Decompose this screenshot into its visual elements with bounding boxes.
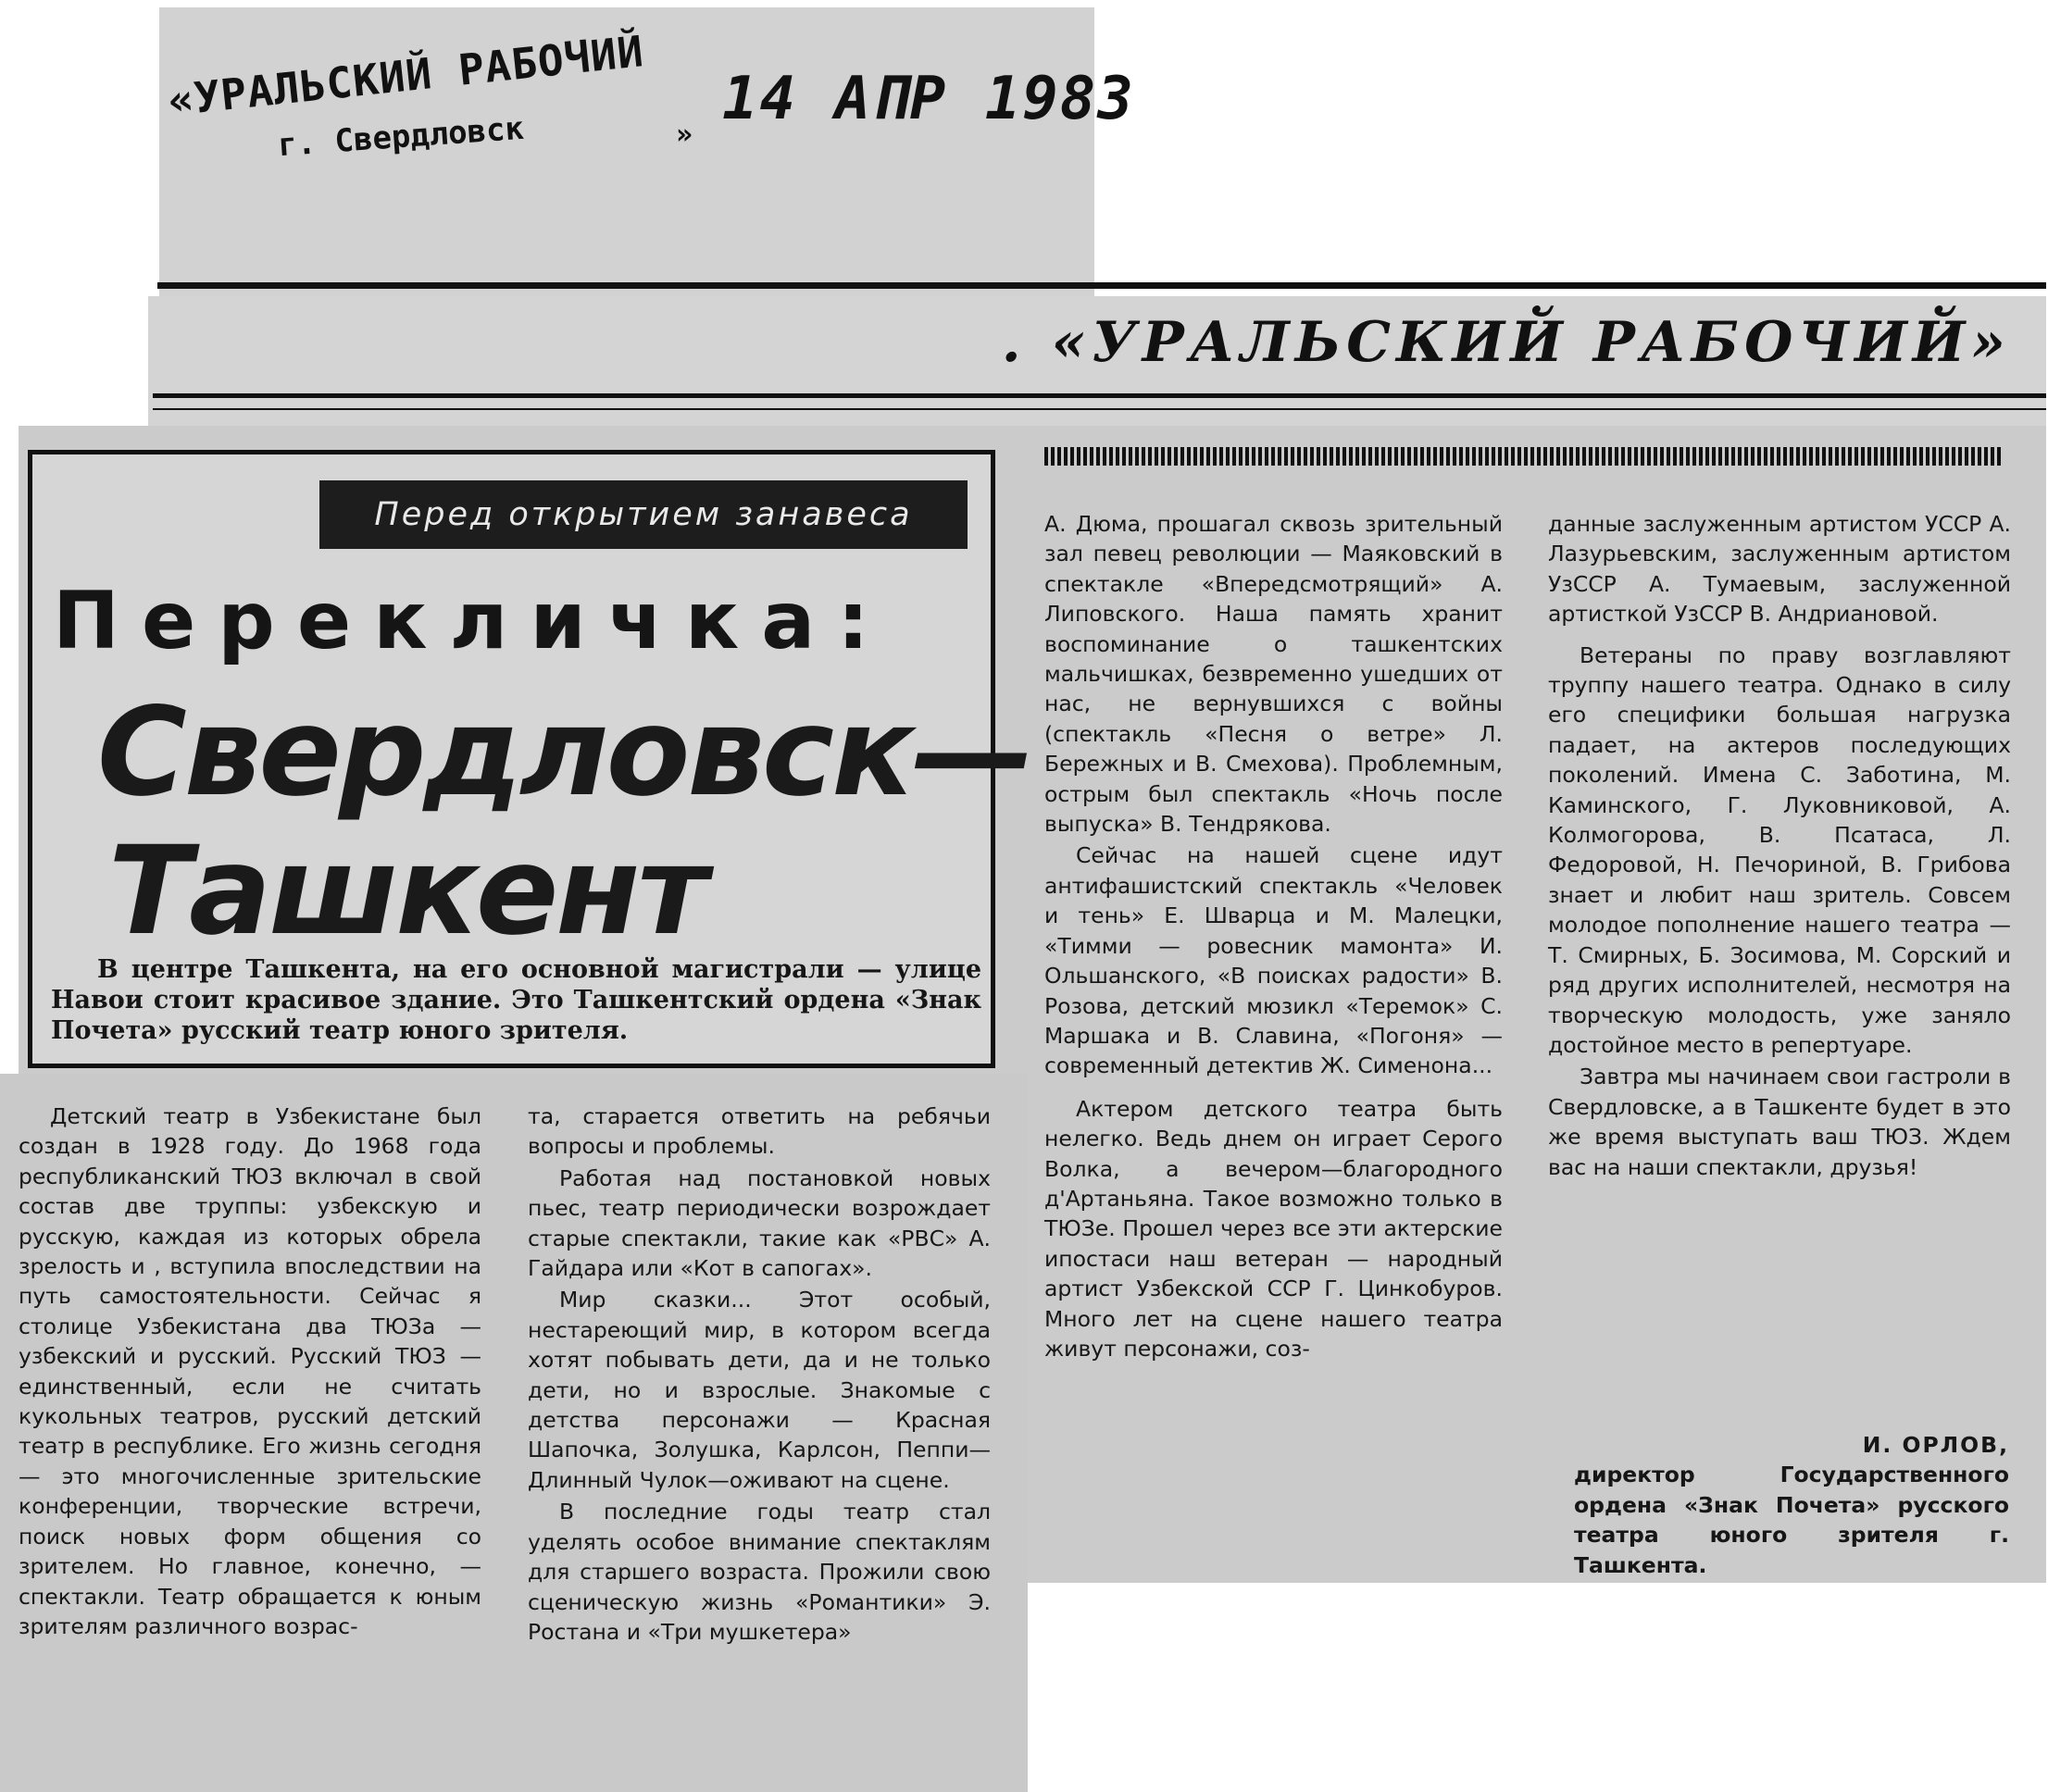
paragraph: А. Дюма, прошагал сквозь зрительный зал певец революции — Маяковский в спектакле «Впередсмотрящий» А. Липовского. Наша память хранит воспоминание о ташкентских мальчишках, безвременно ушедших от нас, не вернувшихся с войны (спектакль «Песня о ветре» Л. Бережных и В. Смехова). Проблемным, острым был спектакль «Ночь после выпуска» В. Тендрякова. bbox=[1044, 511, 1503, 838]
stamp-city: г. Свердловск bbox=[276, 109, 526, 165]
article-column-2 bbox=[528, 1101, 991, 1649]
paragraph: Работая над постановкой новых пьес, театр периодически возрождает старые спектакли, такие как «РВС» А. Гайдара или «Кот в сапогах». bbox=[528, 1164, 991, 1282]
top-rule bbox=[157, 282, 2046, 289]
author-name: И. ОРЛОВ, bbox=[1862, 1432, 2009, 1458]
article-column-3 bbox=[1044, 509, 1503, 1365]
headline-line-2: Свердловск— bbox=[97, 681, 1031, 824]
author-signature bbox=[1574, 1430, 2009, 1580]
rubric-banner: Перед открытием занавеса bbox=[319, 480, 968, 549]
headline-line-1: Перекличка: bbox=[53, 575, 892, 667]
paragraph: Ветераны по праву возглавляют труппу нашего театра. Однако в силу его специфики большая нагрузка падает, на актеров последующих поколений. Имена С. Заботина, М. Каминского, Г. Луковниковой, А. Колмогорова, В. Псатаса, Л. Федоровой, Н. Печориной, В. Грибова знает и любит наш зритель. Совсем молодое пополнение нашего театра — Т. Смирных, Б. Зосимова, М. Сорский и ряд других исполнителей, несмотря на творческую молодость, уже заняло достойное место в репертуаре. bbox=[1548, 641, 2011, 1058]
article-column-4 bbox=[1548, 509, 2011, 1184]
stamp-newspaper-name: «УРАЛЬСКИЙ РАБОЧИЙ bbox=[165, 26, 646, 126]
article-column-1 bbox=[19, 1101, 481, 1643]
author-title: директор Государственного ордена «Знак Почета» русского театра юного зрителя г. Ташкента. bbox=[1574, 1462, 2009, 1578]
headline-line-3: Ташкент bbox=[108, 820, 706, 963]
masthead-rule-thick bbox=[153, 393, 2046, 398]
paragraph: Завтра мы начинаем свои гастроли в Свердловске, а в Ташкенте будет в это же время выступать ваш ТЮЗ. Ждем вас на наши спектакли, друзья! bbox=[1548, 1064, 2011, 1180]
paragraph: Детский театр в Узбекистане был создан в 1928 году. До 1968 года республиканский ТЮЗ включал в свой состав две труппы: узбекскую и русскую, каждая из которых обрела зрелость и , вступила впоследствии на путь самостоятельности. Сейчас я столице Узбекистана два ТЮЗа — узбекский и русский. Русский ТЮЗ — единственный, если не считать кукольных театров, русский детский театр в республике. Его жизнь сегодня — это многочисленные зрительские конференции, творческие встречи, поиск новых форм общения со зрителем. Но главное, конечно, — спектакли. Театр обращается к юным зрителям различного возрас- bbox=[19, 1103, 481, 1639]
article-lead: В центре Ташкента, на его основной магистрали — улице Навои стоит красивое здание. Это Ташкентский ордена «Знак Почета» русский театр юного зрителя. bbox=[51, 955, 981, 1045]
paragraph: та, старается ответить на ребячьи вопросы и проблемы. bbox=[528, 1103, 991, 1160]
blank-background-corner bbox=[1630, 1583, 2048, 1792]
stamp-date: 14 АПР 1983 bbox=[722, 65, 1135, 133]
paragraph: данные заслуженным артистом УССР А. Лазурьевским, заслуженным артистом УзССР А. Тумаевым, заслуженной артисткой УзССР В. Андриановой. bbox=[1548, 511, 2011, 628]
stamp-date-prefix: » bbox=[676, 118, 693, 151]
paragraph: Актером детского театра быть нелегко. Ведь днем он играет Серого Волка, а вечером—благородного д'Артаньяна. Такое возможно только в ТЮЗе. Прошел через все эти актерские ипостаси наш ветеран — народный артист Узбекской ССР Г. Цинкобуров. Много лет на сцене нашего театра живут персонажи, соз- bbox=[1044, 1095, 1503, 1362]
headline-box bbox=[28, 450, 1031, 1068]
masthead-rule-thin bbox=[153, 408, 2046, 410]
newspaper-masthead: . «УРАЛЬСКИЙ РАБОЧИЙ» bbox=[1001, 310, 2011, 375]
paragraph: В последние годы театр стал уделять особое внимание спектаклям для старшего возраста. Прожили свою сценическую жизнь «Романтики» Э. Ростана и «Три мушкетера» bbox=[528, 1499, 991, 1645]
paragraph: Мир сказки... Этот особый, нестареющий мир, в котором всегда хотят побывать дети, да и не только дети, но и взрослые. Знакомые с детства персонажи — Красная Шапочка, Золушка, Карлсон, Пеппи—Длинный Чулок—оживают на сцене. bbox=[528, 1287, 991, 1493]
paragraph: Сейчас на нашей сцене идут антифашистский спектакль «Человек и тень» Е. Шварца и М. Малецки, «Тимми — ровесник мамонта» И. Ольшанского, «В поисках радости» В. Розова, детский мюзикл «Теремок» С. Маршака и В. Славина, «Погоня» — современный детектив Ж. Сименона... bbox=[1044, 842, 1503, 1079]
hatched-column-rule bbox=[1044, 447, 2003, 466]
